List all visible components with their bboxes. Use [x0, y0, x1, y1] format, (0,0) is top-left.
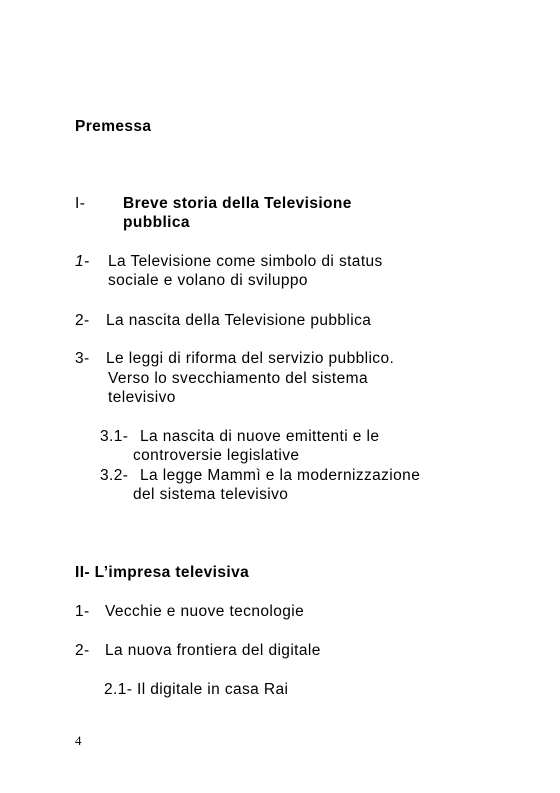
- subitem-3-2-line2: del sistema televisivo: [133, 486, 289, 503]
- subitem-3-1-number: 3.1-: [100, 428, 129, 445]
- subitem-3-1-line1: La nascita di nuove emittenti e le: [140, 428, 380, 445]
- chapter-2-title: II- L’impresa televisiva: [75, 564, 250, 581]
- subitem-3-1-line2: controversie legislative: [133, 447, 300, 464]
- page-number: 4: [75, 733, 82, 748]
- chapter-1-number: I-: [75, 195, 86, 212]
- ch2-item-1-line1: Vecchie e nuove tecnologie: [105, 603, 305, 620]
- ch2-item-2-line1: La nuova frontiera del digitale: [105, 642, 321, 659]
- subitem-3-2-number: 3.2-: [100, 467, 129, 484]
- item-1-line2: sociale e volano di sviluppo: [108, 272, 308, 289]
- item-2-line1: La nascita della Televisione pubblica: [106, 312, 372, 329]
- ch2-subitem-2-1: 2.1- Il digitale in casa Rai: [104, 681, 289, 698]
- item-3-line3: televisivo: [108, 389, 176, 406]
- item-1-number: 1-: [75, 253, 90, 270]
- chapter-1-title-line1: Breve storia della Televisione: [123, 195, 352, 212]
- subitem-3-2-line1: La legge Mammì e la modernizzazione: [140, 467, 421, 484]
- item-3-number: 3-: [75, 350, 90, 367]
- item-1-line1: La Televisione come simbolo di status: [108, 253, 383, 270]
- item-3-line2: Verso lo svecchiamento del sistema: [108, 370, 368, 387]
- chapter-1-title-line2: pubblica: [123, 214, 190, 231]
- premessa-heading: Premessa: [75, 118, 152, 135]
- item-3-line1: Le leggi di riforma del servizio pubblico.: [106, 350, 395, 367]
- item-2-number: 2-: [75, 312, 90, 329]
- ch2-item-1-number: 1-: [75, 603, 90, 620]
- ch2-item-2-number: 2-: [75, 642, 90, 659]
